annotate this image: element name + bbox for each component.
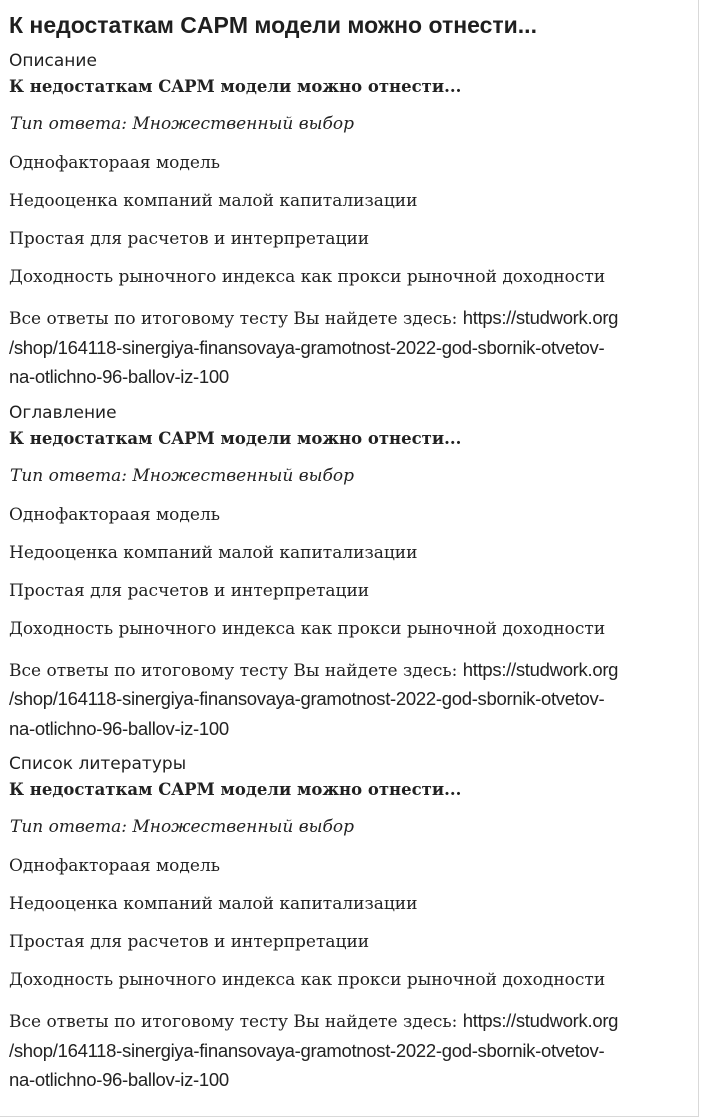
answer-option: Недооценка компаний малой капитализации bbox=[9, 894, 418, 914]
answer-type: Тип ответа: Множественный выбор bbox=[10, 817, 354, 837]
answer-option: Доходность рыночного индекса как прокси рыночной доходности bbox=[9, 267, 606, 287]
question-title: К недостаткам CAPM модели можно отнести... bbox=[9, 77, 462, 96]
link-url-part[interactable]: https://studwork.org bbox=[462, 1010, 619, 1031]
answer-option: Однофактораая модель bbox=[9, 504, 220, 525]
link-prefix: Все ответы по итоговому тесту Вы найдете здесь: bbox=[9, 1012, 458, 1032]
link-url-part[interactable]: na-otlichno-96-ballov-iz-100 bbox=[9, 717, 229, 739]
answer-option: Однофактораая модель bbox=[9, 153, 220, 173]
section-references bbox=[9, 753, 688, 1096]
answer-type: Тип ответа: Множественный выбор bbox=[10, 465, 354, 486]
answers-link-paragraph bbox=[9, 1007, 691, 1096]
link-url-part[interactable]: na-otlichno-96-ballov-iz-100 bbox=[9, 366, 229, 387]
section-heading: Список литературы bbox=[9, 754, 187, 774]
section-contents bbox=[9, 402, 688, 745]
answer-option: Недооценка компаний малой капитализации bbox=[9, 191, 418, 211]
answers-link-paragraph bbox=[9, 304, 691, 393]
answer-type: Тип ответа: Множественный выбор bbox=[10, 114, 354, 134]
answer-option: Недооценка компаний малой капитализации bbox=[9, 542, 418, 563]
link-url-part[interactable]: na-otlichno-96-ballov-iz-100 bbox=[9, 1069, 229, 1090]
section-heading: Оглавление bbox=[9, 402, 117, 423]
section-description bbox=[9, 50, 688, 393]
question-title: К недостаткам CAPM модели можно отнести... bbox=[9, 428, 462, 448]
question-title: К недостаткам CAPM модели можно отнести... bbox=[9, 780, 462, 799]
answer-option: Простая для расчетов и интерпретации bbox=[9, 932, 370, 952]
link-prefix: Все ответы по итоговому тесту Вы найдете здесь: bbox=[9, 660, 458, 681]
page-title: К недостаткам CAPM модели можно отнести... bbox=[9, 12, 537, 38]
link-prefix: Все ответы по итоговому тесту Вы найдете здесь: bbox=[9, 309, 458, 329]
link-url-part[interactable]: https://studwork.org bbox=[462, 658, 619, 680]
answer-option: Доходность рыночного индекса как прокси рыночной доходности bbox=[9, 618, 606, 639]
answer-option: Доходность рыночного индекса как прокси рыночной доходности bbox=[9, 970, 606, 990]
answer-option: Простая для расчетов и интерпретации bbox=[9, 580, 370, 601]
link-url-part[interactable]: /shop/164118-sinergiya-finansovaya-gramotnost-2022-god-sbornik-otvetov- bbox=[9, 336, 605, 358]
link-url-part[interactable]: /shop/164118-sinergiya-finansovaya-gramotnost-2022-god-sbornik-otvetov- bbox=[9, 1039, 605, 1061]
answer-option: Простая для расчетов и интерпретации bbox=[9, 229, 370, 249]
section-heading: Описание bbox=[9, 51, 97, 71]
answers-link-paragraph bbox=[9, 656, 691, 745]
answer-option: Однофактораая модель bbox=[9, 856, 220, 876]
link-url-part[interactable]: https://studwork.org bbox=[462, 307, 619, 328]
link-url-part[interactable]: /shop/164118-sinergiya-finansovaya-gramotnost-2022-god-sbornik-otvetov- bbox=[9, 688, 605, 709]
